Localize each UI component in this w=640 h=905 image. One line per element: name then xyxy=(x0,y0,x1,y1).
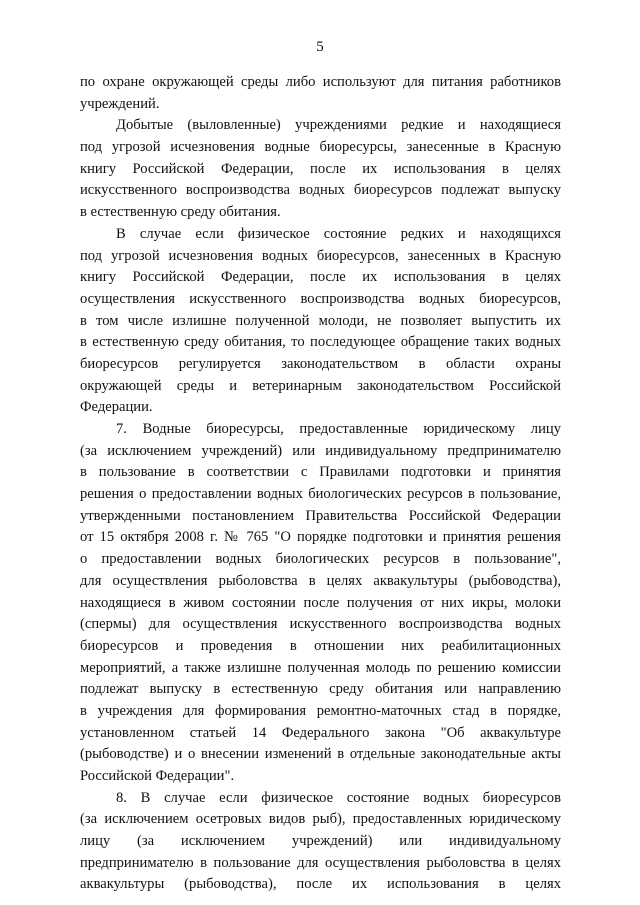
text-line: лицу (за исключением учреждений) или индивидуальному xyxy=(80,833,561,850)
text-line: книгу Российской Федерации, после их использования в целях xyxy=(80,269,561,286)
text-line: в естественную среду обитания. xyxy=(80,204,281,221)
text-line: решения о предоставлении водных биологических ресурсов в пользование, xyxy=(80,486,561,503)
text-line: установленном статьей 14 Федерального закона "Об аквакультуре xyxy=(80,724,561,741)
text-line: мероприятий, а также излишне полученная молодь по решению комиссии xyxy=(80,659,561,676)
text-line: Добытые (выловленные) учреждениями редкие и находящиеся xyxy=(116,117,561,134)
text-line: для осуществления рыболовства в целях аквакультуры (рыбоводства), xyxy=(80,572,561,589)
text-line: Российской Федерации". xyxy=(80,768,235,784)
text-line: (за исключением осетровых видов рыб), предоставленных юридическому xyxy=(80,811,561,828)
text-line: В случае если физическое состояние редких и находящихся xyxy=(116,225,561,242)
paragraph-item-8 xyxy=(80,788,561,896)
paragraph-3 xyxy=(80,224,561,419)
text-line: по охране окружающей среды либо используют для питания работников xyxy=(80,74,561,90)
text-line: утвержденными постановлением Правительства Российской Федерации xyxy=(80,507,561,524)
page-number: 5 xyxy=(316,39,324,55)
text-line: искусственного воспроизводства водных биоресурсов подлежат выпуску xyxy=(80,182,561,199)
text-line: (рыбоводстве) и о внесении изменений в отдельные законодательные акты xyxy=(80,746,561,763)
text-line: окружающей среды и ветеринарным законодательством Российской xyxy=(80,377,561,394)
paragraph-item-7 xyxy=(80,419,561,788)
text-line: (спермы) для осуществления искусственного воспроизводства водных xyxy=(80,616,561,633)
text-line: осуществления искусственного воспроизводства водных биоресурсов, xyxy=(80,290,561,307)
text-line: предпринимателю в пользование для осуществления рыболовства в целях xyxy=(80,854,561,871)
text-line: подлежат выпуску в естественную среду обитания или направлению xyxy=(80,681,561,698)
text-line: (за исключением учреждений) или индивидуальному предпринимателю xyxy=(80,442,561,459)
text-line: 8. В случае если физическое состояние водных биоресурсов xyxy=(116,789,561,806)
paragraph-1 xyxy=(80,72,561,115)
text-line: в том числе излишне полученной молоди, не позволяет выпустить их xyxy=(80,312,561,329)
text-line: биоресурсов регулируется законодательством в области охраны xyxy=(80,355,561,372)
text-line: 7. Водные биоресурсы, предоставленные юридическому лицу xyxy=(116,421,561,437)
text-line: в естественную среду обитания, то последующее обращение таких водных xyxy=(80,334,561,351)
text-line: учреждений. xyxy=(80,95,160,112)
text-line: аквакультуры (рыбоводства), после их использования в целях xyxy=(80,876,561,893)
text-line: Федерации. xyxy=(80,399,153,416)
text-line: под угрозой исчезновения водных биоресурсов, занесенных в Красную xyxy=(80,247,561,264)
text-line: биоресурсов и проведения в отношении них реабилитационных xyxy=(80,637,561,654)
text-line: в учреждения для формирования ремонтно-маточных стад в порядке, xyxy=(80,702,561,719)
text-line: в пользование в соответствии с Правилами подготовки и принятия xyxy=(80,464,561,481)
text-line: от 15 октября 2008 г. № 765 "О порядке подготовки и принятия решения xyxy=(80,529,561,546)
document-body xyxy=(80,72,561,896)
text-line: под угрозой исчезновения водные биоресурсы, занесенные в Красную xyxy=(80,139,561,156)
text-line: о предоставлении водных биологических ресурсов в пользование", xyxy=(80,551,561,568)
text-line: книгу Российской Федерации, после их использования в целях xyxy=(80,160,561,177)
paragraph-2 xyxy=(80,115,561,223)
text-line: находящиеся в живом состоянии после получения от них икры, молоки xyxy=(80,594,561,611)
